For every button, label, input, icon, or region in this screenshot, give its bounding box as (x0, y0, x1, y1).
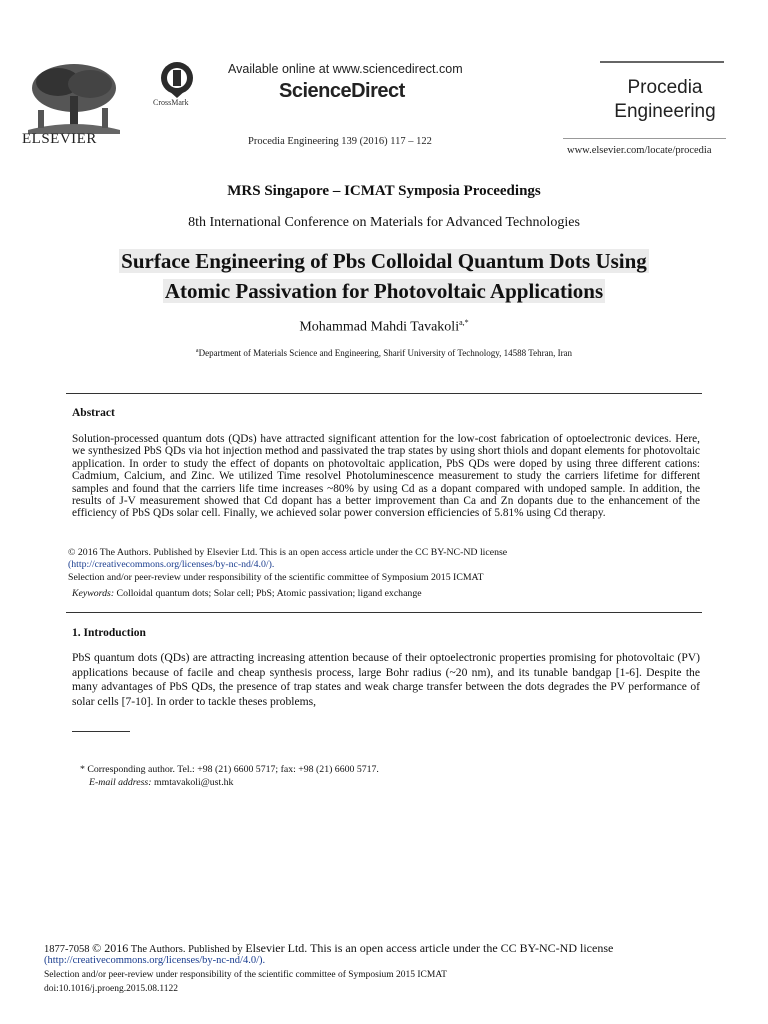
paper-title (0, 246, 768, 306)
journal-url[interactable]: www.elsevier.com/locate/procedia (567, 145, 712, 156)
email-label: E-mail address: (89, 777, 152, 788)
bottom-license-line (44, 941, 613, 956)
proceedings-title: MRS Singapore – ICMAT Symposia Proceedings (227, 183, 541, 199)
keywords-label: Keywords: (72, 588, 115, 599)
crossmark-label: CrossMark (153, 98, 189, 107)
corresponding-author-note: * Corresponding author. Tel.: +98 (21) 6600 5717; fax: +98 (21) 6600 5717. (80, 764, 379, 775)
introduction-heading: 1. Introduction (72, 627, 146, 639)
author-name: Mohammad Mahdi Tavakoli (299, 319, 460, 335)
introduction-body: PbS quantum dots (QDs) are attracting increasing attention because of their optoelectronic properties promising for photovoltaic (PV) applications because of facile and cheap synthesis process, large Bohr radius (~20 nm), and its tunable bandgap [1-6]. Despite the many advantages of PbS QDs, the presence of trap states and weak charge transfer between the dots degrades the PV performance of solar cells [7-10]. In order to tackle theses problems, (72, 651, 700, 708)
conference-name: 8th International Conference on Materials for Advanced Technologies (188, 215, 580, 230)
peer-review-note: Selection and/or peer-review under responsibility of the scientific committee of Symposium 2015 ICMAT (68, 572, 484, 583)
email-address[interactable]: mmtavakoli@ust.hk (153, 777, 234, 788)
copyright-year: © 2016 (92, 941, 129, 955)
publisher-name: ELSEVIER (22, 131, 97, 147)
footnote-rule (72, 731, 130, 732)
journal-title (610, 76, 720, 124)
issn: 1877-7058 (44, 944, 90, 955)
bottom-peer-review: Selection and/or peer-review under responsibility of the scientific committee of Symposium 2015 ICMAT (44, 970, 447, 980)
sciencedirect-logo[interactable]: ScienceDirect (279, 80, 405, 102)
abstract-heading: Abstract (72, 407, 115, 419)
abstract-copyright (68, 547, 708, 571)
abstract-body: Solution-processed quantum dots (QDs) have attracted significant attention for the low-cost fabrication of optoelectronic devices. Here, we synthesized PbS QDs via hot injection method and passivated the trap states by using short thiols and dopant elements for photovoltaic application. In order to study the effect of dopants on photovoltaic application, PbS QDs were doped by using three different cations: Cadmium, Calcium, and Zinc. We utilized Time resolvel Photoluminescence measurement to study the carriers lifetime for different samples and found that the carriers life time increases ~80% by using Cd as a dopant compared with undoped sample. In addition, the results of J-V measurement showed that Cd dopant has a better improvement than Ca and Zn dopants due to the enhancement of the efficiency of PbS QDs solar cell. Finally, we achieved solar power conversion efficiencies of 5.81% using Cd therapy. (72, 433, 700, 520)
header-rule-top (600, 61, 724, 63)
abstract-bottom-rule (66, 612, 702, 613)
doi[interactable]: doi:10.1016/j.proeng.2015.08.1122 (44, 984, 178, 994)
affiliation (0, 348, 768, 358)
bottom-license-link[interactable]: (http://creativecommons.org/licenses/by-nc-nd/4.0/). (44, 955, 266, 966)
bottom-line1-b: Elsevier Ltd. This is an open access article under the CC BY-NC-ND license (245, 941, 614, 955)
paper-title-line1: Surface Engineering of Pbs Colloidal Quantum Dots Using (121, 249, 647, 273)
journal-title-line1: Procedia (627, 77, 703, 98)
header-rule-bottom (563, 138, 726, 139)
keywords (72, 588, 422, 599)
journal-reference: Procedia Engineering 139 (2016) 117 – 122 (248, 136, 432, 147)
copyright-text: © 2016 The Authors. Published by Elsevier Ltd. This is an open access article under the CC BY-NC-ND license (68, 547, 508, 558)
keywords-list: Colloidal quantum dots; Solar cell; PbS; Atomic passivation; ligand exchange (116, 588, 422, 599)
affiliation-mark: a (195, 348, 199, 354)
bottom-line1-a: The Authors. Published by (130, 944, 243, 955)
abstract-top-rule (66, 393, 702, 394)
paper-title-line2: Atomic Passivation for Photovoltaic Applications (164, 279, 604, 303)
affiliation-text: Department of Materials Science and Engineering, Sharif University of Technology, 14588 Tehran, Iran (198, 348, 573, 358)
license-link[interactable]: (http://creativecommons.org/licenses/by-nc-nd/4.0/). (68, 559, 275, 570)
email-note (89, 777, 233, 788)
available-online-text: Available online at www.sciencedirect.com (228, 62, 463, 76)
author (0, 318, 768, 336)
journal-title-line2: Engineering (614, 101, 716, 122)
author-marks: a,* (459, 318, 469, 327)
